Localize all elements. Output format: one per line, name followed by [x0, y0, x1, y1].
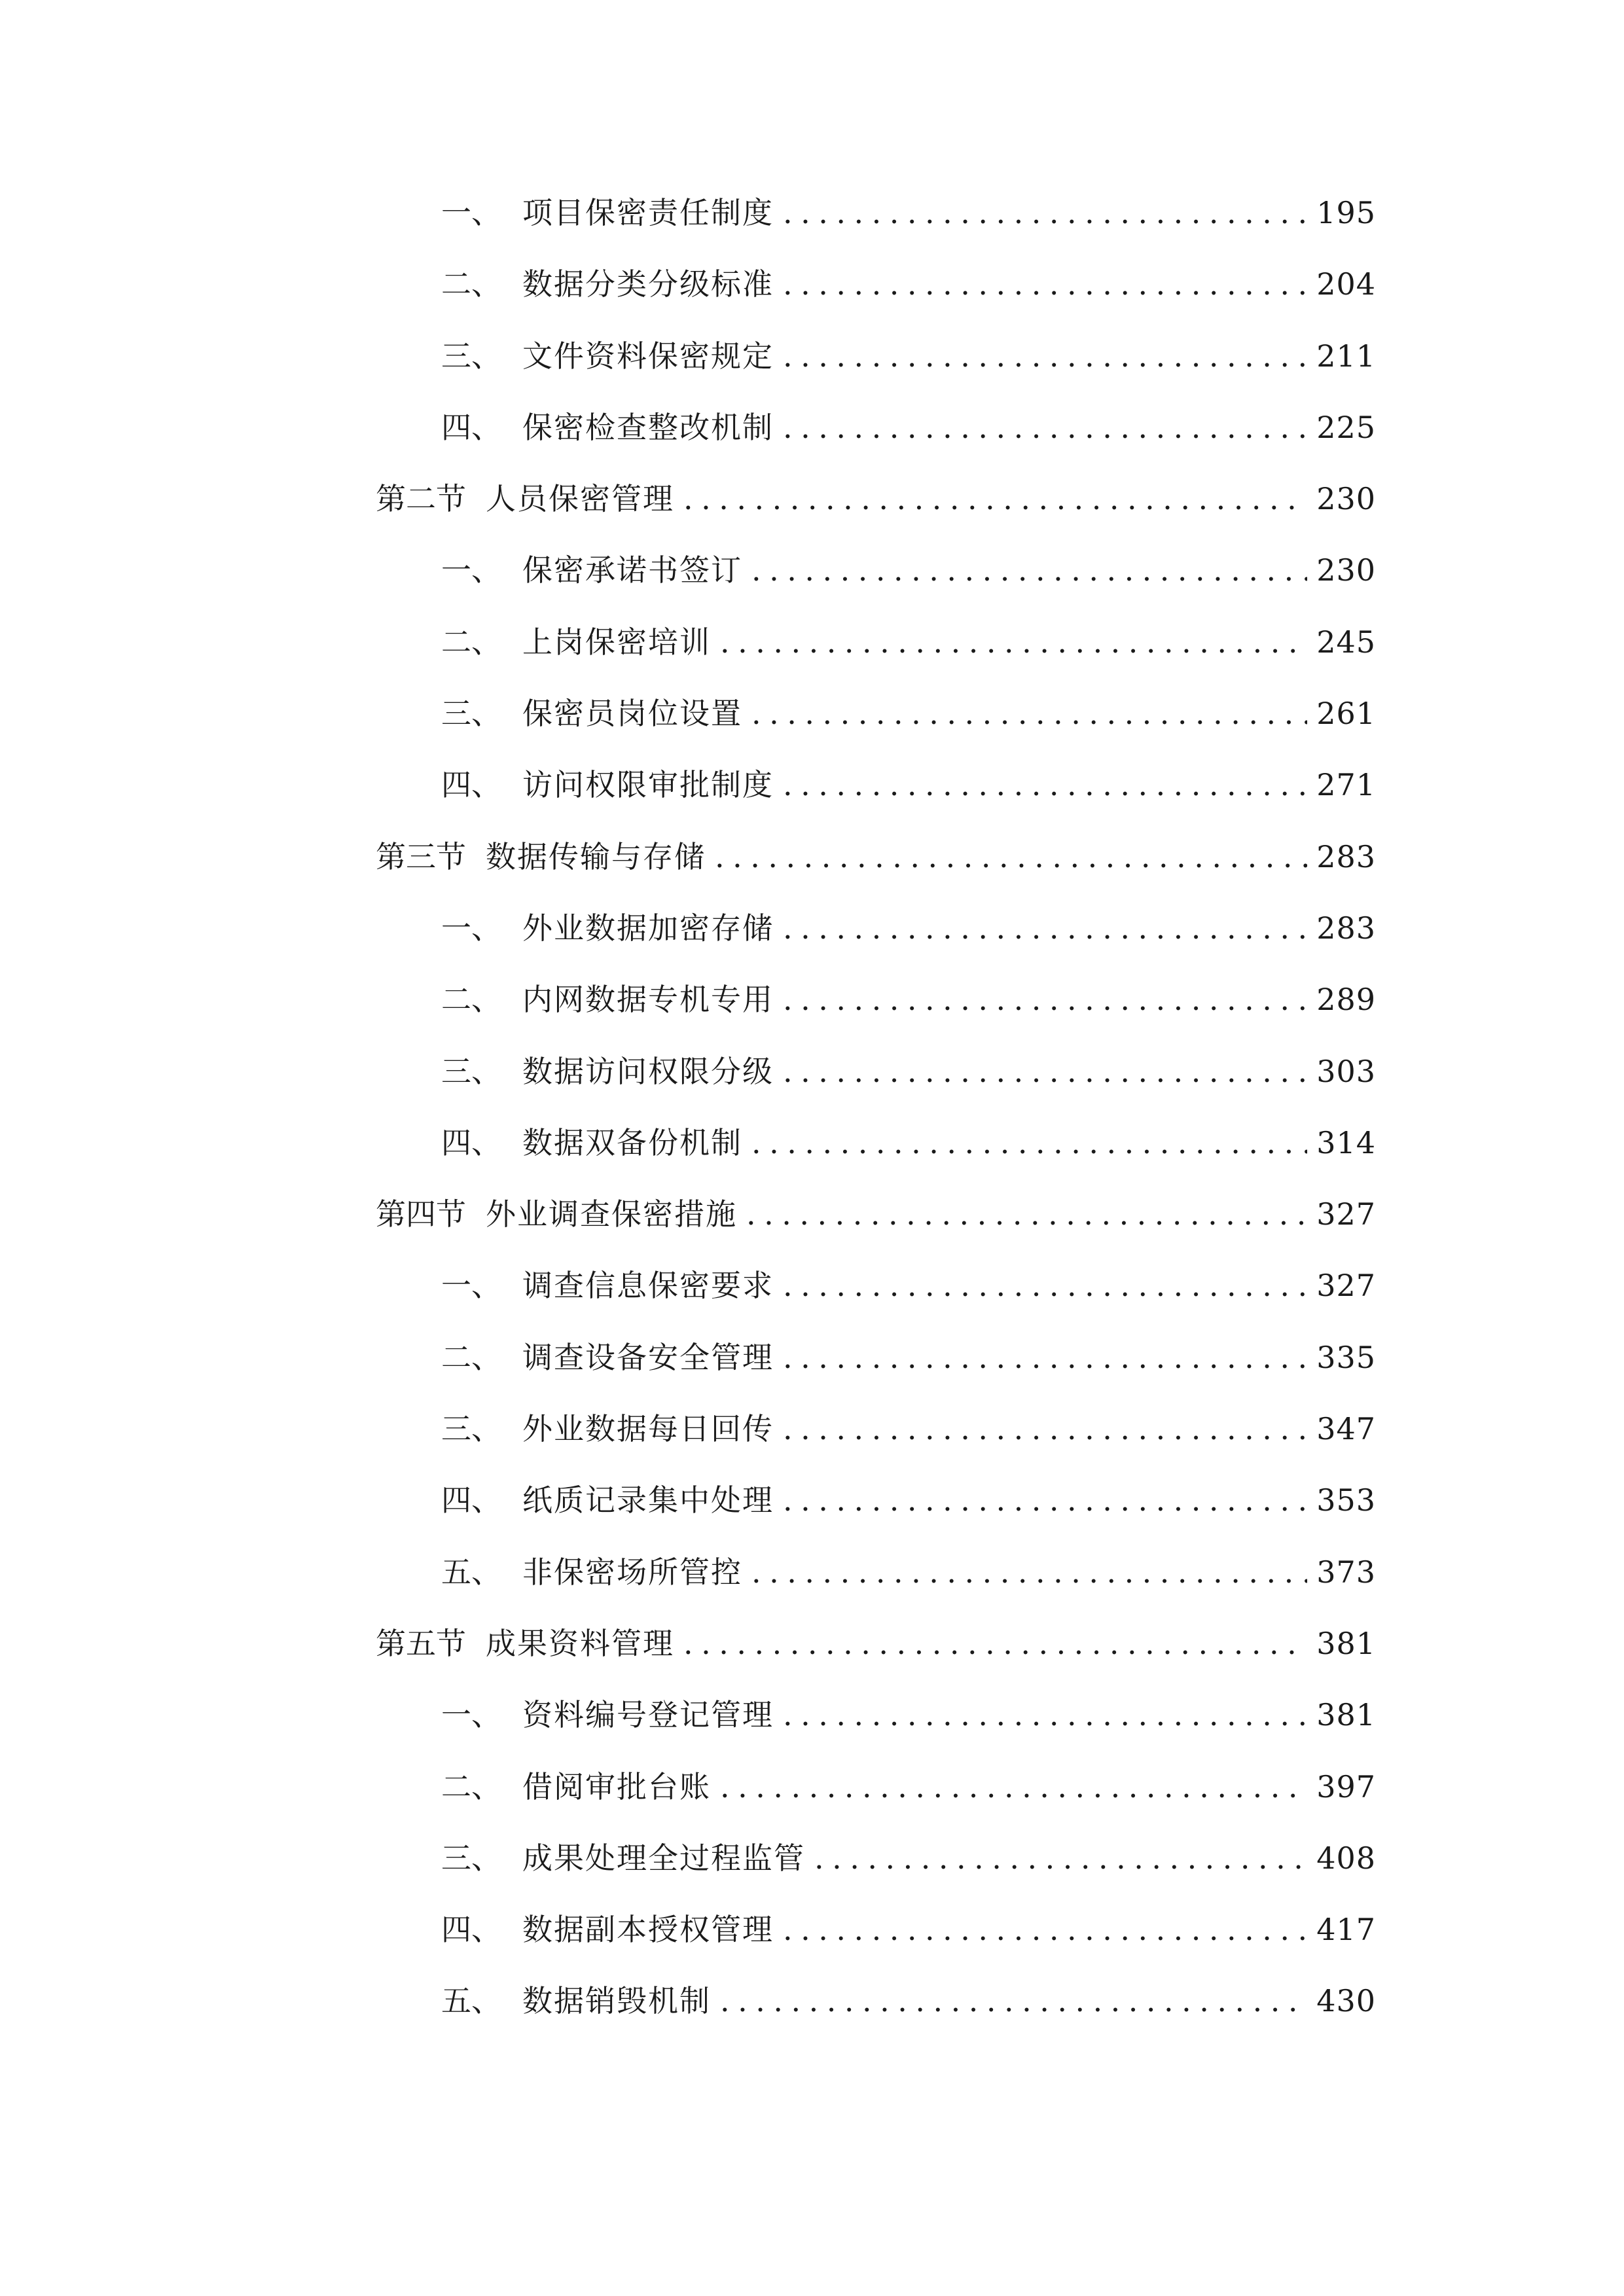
dot-leader	[783, 1406, 1307, 1452]
dot-leader	[783, 1263, 1307, 1308]
toc-entry-number: 二、	[441, 624, 501, 660]
toc-entry-title: 纸质记录集中处理	[522, 1482, 774, 1518]
dot-leader	[783, 404, 1307, 450]
toc-section-title: 数据传输与存储	[486, 838, 706, 874]
toc-entry[interactable]	[376, 1835, 1376, 1907]
toc-section-number: 第四节	[376, 1196, 466, 1232]
toc-entry-number: 二、	[441, 982, 501, 1018]
toc-entry-page: 327	[1316, 1196, 1376, 1232]
toc-entry[interactable]	[376, 905, 1376, 977]
toc-entry-page: 417	[1316, 1912, 1376, 1948]
table-of-contents	[376, 190, 1376, 2050]
dot-leader	[783, 762, 1307, 808]
toc-entry-page: 283	[1316, 838, 1376, 874]
toc-entry-title: 数据销毁机制	[522, 1983, 711, 2019]
toc-entry-title: 保密员岗位设置	[522, 696, 742, 732]
toc-entry-number: 一、	[441, 910, 501, 946]
toc-entry-number: 四、	[441, 1124, 501, 1160]
toc-entry-number: 五、	[441, 1983, 501, 2019]
toc-entry-title: 数据双备份机制	[522, 1124, 742, 1160]
toc-entry-page: 335	[1316, 1339, 1376, 1375]
toc-entry-title: 保密检查整改机制	[522, 409, 774, 445]
toc-entry-number: 四、	[441, 767, 501, 803]
toc-entry-title: 成果处理全过程监管	[522, 1840, 805, 1876]
toc-entry-title: 保密承诺书签订	[522, 552, 742, 588]
toc-entry-number: 一、	[441, 1268, 501, 1304]
dot-leader	[751, 1549, 1307, 1595]
toc-entry-page: 230	[1316, 481, 1376, 517]
toc-entry[interactable]	[376, 1764, 1376, 1835]
dot-leader	[783, 261, 1307, 307]
toc-entry-page: 430	[1316, 1983, 1376, 2019]
toc-entry[interactable]	[376, 1477, 1376, 1549]
toc-entry-number: 三、	[441, 1411, 501, 1447]
toc-entry[interactable]	[376, 691, 1376, 762]
toc-section-title: 成果资料管理	[486, 1625, 674, 1661]
toc-entry-page: 245	[1316, 624, 1376, 660]
toc-section-entry[interactable]	[376, 1621, 1376, 1692]
toc-entry-title: 资料编号登记管理	[522, 1697, 774, 1733]
dot-leader	[783, 1049, 1307, 1094]
toc-entry-page: 381	[1316, 1697, 1376, 1733]
toc-entry[interactable]	[376, 1549, 1376, 1621]
toc-entry-number: 一、	[441, 195, 501, 230]
toc-entry-number: 一、	[441, 552, 501, 588]
dot-leader	[783, 1692, 1307, 1738]
toc-entry-number: 一、	[441, 1697, 501, 1733]
dot-leader	[783, 1477, 1307, 1523]
toc-section-number: 第二节	[376, 481, 466, 517]
toc-entry[interactable]	[376, 547, 1376, 619]
toc-entry-page: 261	[1316, 696, 1376, 732]
toc-entry-title: 外业数据每日回传	[522, 1411, 774, 1447]
toc-entry-title: 内网数据专机专用	[522, 982, 774, 1018]
toc-entry-page: 204	[1316, 266, 1376, 302]
toc-section-entry[interactable]	[376, 476, 1376, 547]
toc-entry[interactable]	[376, 1978, 1376, 2049]
toc-entry[interactable]	[376, 1120, 1376, 1191]
toc-section-title: 人员保密管理	[486, 481, 674, 517]
toc-entry-title: 调查设备安全管理	[522, 1339, 774, 1375]
toc-entry-number: 二、	[441, 1339, 501, 1375]
toc-entry[interactable]	[376, 190, 1376, 261]
toc-entry-page: 211	[1316, 338, 1376, 374]
toc-entry[interactable]	[376, 261, 1376, 332]
toc-entry-title: 调查信息保密要求	[522, 1268, 774, 1304]
dot-leader	[715, 834, 1307, 880]
toc-entry[interactable]	[376, 1263, 1376, 1334]
dot-leader	[783, 1335, 1307, 1380]
toc-entry-number: 四、	[441, 1912, 501, 1948]
toc-entry-number: 五、	[441, 1554, 501, 1590]
toc-entry[interactable]	[376, 404, 1376, 476]
toc-entry-title: 外业数据加密存储	[522, 910, 774, 946]
dot-leader	[751, 691, 1307, 736]
toc-section-entry[interactable]	[376, 1191, 1376, 1263]
toc-entry-page: 195	[1316, 195, 1376, 230]
toc-entry-number: 二、	[441, 1768, 501, 1804]
toc-entry[interactable]	[376, 1335, 1376, 1406]
toc-entry-page: 225	[1316, 409, 1376, 445]
toc-entry[interactable]	[376, 1692, 1376, 1763]
toc-entry-title: 非保密场所管控	[522, 1554, 742, 1590]
toc-entry-page: 373	[1316, 1554, 1376, 1590]
dot-leader	[683, 476, 1307, 522]
toc-entry-number: 三、	[441, 1053, 501, 1089]
toc-entry-number: 三、	[441, 338, 501, 374]
toc-entry-number: 四、	[441, 409, 501, 445]
dot-leader	[720, 1978, 1307, 2024]
toc-entry-page: 283	[1316, 910, 1376, 946]
toc-entry-title: 上岗保密培训	[522, 624, 711, 660]
toc-entry-page: 381	[1316, 1625, 1376, 1661]
toc-entry-page: 314	[1316, 1124, 1376, 1160]
toc-entry[interactable]	[376, 1907, 1376, 1978]
toc-entry[interactable]	[376, 333, 1376, 404]
toc-entry-number: 三、	[441, 1840, 501, 1876]
dot-leader	[683, 1621, 1307, 1666]
dot-leader	[783, 1907, 1307, 1952]
toc-entry-title: 数据分类分级标准	[522, 266, 774, 302]
dot-leader	[783, 333, 1307, 379]
toc-entry-page: 408	[1316, 1840, 1376, 1876]
toc-entry-page: 303	[1316, 1053, 1376, 1089]
toc-section-number: 第三节	[376, 838, 466, 874]
toc-entry-number: 四、	[441, 1482, 501, 1518]
toc-section-title: 外业调查保密措施	[486, 1196, 737, 1232]
dot-leader	[783, 190, 1307, 236]
toc-entry-page: 353	[1316, 1482, 1376, 1518]
toc-section-entry[interactable]	[376, 834, 1376, 905]
toc-entry-title: 项目保密责任制度	[522, 195, 774, 230]
dot-leader	[814, 1835, 1307, 1881]
toc-entry-page: 327	[1316, 1268, 1376, 1304]
dot-leader	[746, 1191, 1307, 1237]
toc-entry-title: 借阅审批台账	[522, 1768, 711, 1804]
toc-entry[interactable]	[376, 619, 1376, 691]
dot-leader	[720, 619, 1307, 665]
toc-entry-number: 三、	[441, 696, 501, 732]
toc-entry-title: 数据访问权限分级	[522, 1053, 774, 1089]
toc-entry-page: 271	[1316, 767, 1376, 803]
toc-entry-title: 访问权限审批制度	[522, 767, 774, 803]
toc-entry-number: 二、	[441, 266, 501, 302]
toc-entry-page: 230	[1316, 552, 1376, 588]
toc-entry-page: 289	[1316, 982, 1376, 1018]
toc-entry[interactable]	[376, 1049, 1376, 1120]
toc-entry[interactable]	[376, 762, 1376, 833]
dot-leader	[720, 1764, 1307, 1810]
toc-entry[interactable]	[376, 1406, 1376, 1477]
toc-entry-page: 347	[1316, 1411, 1376, 1447]
dot-leader	[783, 977, 1307, 1022]
dot-leader	[783, 905, 1307, 951]
toc-entry[interactable]	[376, 977, 1376, 1048]
toc-entry-page: 397	[1316, 1768, 1376, 1804]
toc-entry-title: 文件资料保密规定	[522, 338, 774, 374]
dot-leader	[751, 1120, 1307, 1166]
toc-section-number: 第五节	[376, 1625, 466, 1661]
dot-leader	[751, 547, 1307, 593]
toc-entry-title: 数据副本授权管理	[522, 1912, 774, 1948]
